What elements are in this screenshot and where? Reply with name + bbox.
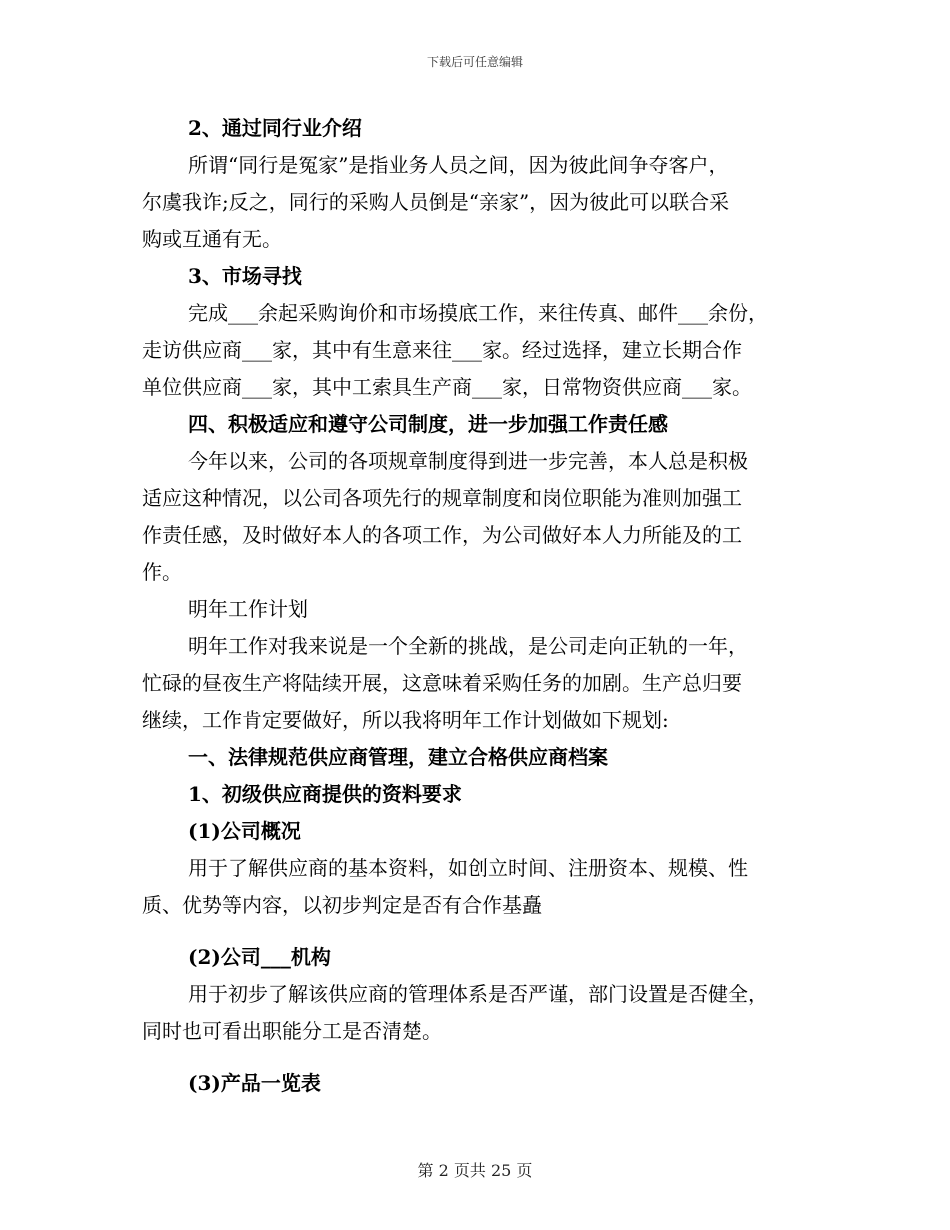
paragraph-line: 尔虞我诈;反之，同行的采购人员倒是“亲家”，因为彼此可以联合采 — [142, 190, 730, 214]
paragraph-line: 用于了解供应商的基本资料，如创立时间、注册资本、规模、性 — [188, 856, 748, 880]
paragraph-line: 作。 — [142, 560, 182, 584]
section-heading: 四、积极适应和遵守公司制度，进一步加强工作责任感 — [188, 412, 668, 436]
section-title-plain: 明年工作计划 — [188, 597, 308, 621]
page-header: 下载后可任意编辑 — [426, 55, 523, 69]
paragraph-line: 完成___余起采购询价和市场摸底工作，来往传真、邮件___余份， — [188, 301, 768, 325]
section-heading: (2)公司___机构 — [188, 945, 331, 969]
paragraph-line: 适应这种情况，以公司各项先行的规章制度和岗位职能为准则加强工 — [142, 486, 742, 510]
document-body — [142, 110, 810, 1102]
section-heading: (1)公司概况 — [188, 819, 301, 843]
paragraph-line: 忙碌的昼夜生产将陆续开展，这意味着采购任务的加剧。生产总归要 — [142, 671, 742, 695]
paragraph-line: 作责任感，及时做好本人的各项工作，为公司做好本人力所能及的工 — [142, 523, 742, 547]
section-heading: 1、初级供应商提供的资料要求 — [188, 782, 462, 806]
section-heading: 3、市场寻找 — [188, 264, 302, 288]
paragraph-line: 购或互通有无。 — [142, 227, 282, 251]
page-footer: 第 2 页共 25 页 — [417, 1161, 533, 1180]
paragraph-line: 单位供应商___家，其中工索具生产商___家，日常物资供应商___家。 — [142, 375, 752, 399]
paragraph-line: 走访供应商___家，其中有生意来往___家。经过选择，建立长期合作 — [142, 338, 742, 362]
paragraph-line: 继续，工作肯定要做好，所以我将明年工作计划做如下规划: — [142, 708, 669, 732]
section-heading: 2、通过同行业介绍 — [188, 116, 362, 140]
paragraph-line: 用于初步了解该供应商的管理体系是否严谨，部门设置是否健全， — [188, 982, 768, 1006]
paragraph-line: 质、优势等内容，以初步判定是否有合作基矗 — [142, 893, 542, 917]
section-heading: (3)产品一览表 — [188, 1071, 321, 1095]
paragraph-line: 所谓“同行是冤家”是指业务人员之间，因为彼此间争夺客户， — [188, 153, 729, 177]
section-heading: 一、法律规范供应商管理，建立合格供应商档案 — [188, 745, 608, 769]
paragraph-line: 明年工作对我来说是一个全新的挑战，是公司走向正轨的一年， — [188, 634, 748, 658]
paragraph-line: 同时也可看出职能分工是否清楚。 — [142, 1019, 442, 1043]
paragraph-line: 今年以来，公司的各项规章制度得到进一步完善，本人总是积极 — [188, 449, 748, 473]
